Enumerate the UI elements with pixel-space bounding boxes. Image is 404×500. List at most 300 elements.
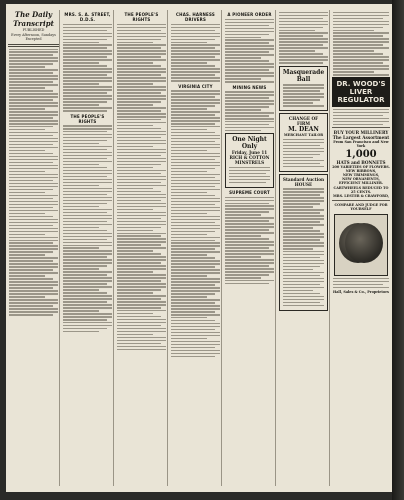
text-line xyxy=(9,225,53,226)
text-line xyxy=(171,96,215,97)
text-line xyxy=(171,329,215,330)
text-line xyxy=(229,182,266,183)
text-line xyxy=(225,48,274,49)
text-line xyxy=(171,296,207,297)
text-line xyxy=(9,302,58,303)
text-line xyxy=(117,191,161,192)
text-line xyxy=(63,298,112,299)
text-line xyxy=(171,65,215,66)
text-line xyxy=(9,284,58,285)
text-line xyxy=(333,68,389,69)
text-line xyxy=(225,72,274,73)
text-line xyxy=(117,206,166,207)
text-line xyxy=(283,305,324,306)
text-line xyxy=(225,45,274,46)
text-line xyxy=(117,71,166,72)
text-line xyxy=(117,137,161,138)
text-line xyxy=(63,173,112,174)
text-line xyxy=(63,65,107,66)
text-line xyxy=(9,168,58,169)
text-line xyxy=(117,241,166,242)
text-line xyxy=(279,44,323,45)
text-line xyxy=(171,132,215,133)
text-line xyxy=(171,251,220,252)
text-line xyxy=(9,272,58,273)
text-line xyxy=(117,167,153,168)
text-line xyxy=(283,287,324,288)
text-line xyxy=(117,334,153,335)
text-line xyxy=(63,230,107,231)
text-line xyxy=(225,280,274,281)
text-line xyxy=(283,203,320,204)
text-line xyxy=(117,250,153,251)
text-line xyxy=(171,234,207,235)
text-line xyxy=(225,78,261,79)
text-line xyxy=(171,266,215,267)
text-line xyxy=(9,251,53,252)
text-line xyxy=(117,179,166,180)
text-line xyxy=(283,218,324,219)
text-line xyxy=(9,150,45,151)
text-line xyxy=(63,271,112,272)
new-ribbons: NEW RIBBONS, xyxy=(345,168,377,173)
text-line xyxy=(9,51,58,52)
text-line xyxy=(279,12,328,13)
text-line xyxy=(279,59,328,60)
newspaper-page xyxy=(6,4,392,492)
column-4-text-b xyxy=(170,90,221,357)
text-line xyxy=(225,223,274,224)
text-line xyxy=(171,240,215,241)
column-7-rule-2 xyxy=(332,200,390,201)
text-line xyxy=(171,74,215,75)
text-line xyxy=(225,19,274,20)
text-line xyxy=(63,107,112,108)
text-line xyxy=(225,274,269,275)
text-line xyxy=(63,185,99,186)
text-line xyxy=(225,200,274,201)
text-line xyxy=(9,311,58,312)
column-7-text-top xyxy=(332,12,390,76)
text-line xyxy=(225,217,274,218)
text-line xyxy=(63,176,107,177)
text-line xyxy=(117,283,166,284)
text-line xyxy=(117,86,166,87)
text-line xyxy=(63,44,112,45)
text-line xyxy=(117,30,161,31)
text-line xyxy=(171,356,215,357)
text-line xyxy=(279,56,328,57)
text-line xyxy=(63,215,112,216)
text-line xyxy=(9,180,53,181)
text-line xyxy=(9,254,45,255)
text-line xyxy=(171,216,220,217)
text-line xyxy=(171,33,220,34)
text-line xyxy=(171,299,220,300)
text-line xyxy=(225,66,274,67)
text-line xyxy=(117,158,166,159)
text-line xyxy=(225,226,274,227)
text-line xyxy=(333,56,389,57)
text-line xyxy=(9,242,53,243)
text-line xyxy=(171,186,215,187)
text-line xyxy=(333,65,389,66)
text-line xyxy=(225,28,274,29)
text-line xyxy=(117,33,166,34)
text-line xyxy=(9,147,58,148)
cartwheels: CARTWHEELS REDUCED TO 25 CENTS. xyxy=(333,185,389,194)
text-line xyxy=(283,281,324,282)
column-1-text xyxy=(8,49,59,316)
text-line xyxy=(283,154,320,155)
text-line xyxy=(117,149,166,150)
text-line xyxy=(283,215,324,216)
text-line xyxy=(333,53,383,54)
text-line xyxy=(63,268,99,269)
compare-title: COMPARE AND JUDGE FOR YOURSELF xyxy=(334,203,388,212)
minstrel-ad-text xyxy=(228,167,271,183)
column-5-text-b xyxy=(224,91,275,131)
text-line xyxy=(63,56,107,57)
text-line xyxy=(117,274,166,275)
text-line xyxy=(171,120,220,121)
text-line xyxy=(225,91,274,92)
column-4-heading-2: VIRGINIA CITY xyxy=(178,83,213,89)
text-line xyxy=(117,125,153,126)
text-line xyxy=(171,80,220,81)
text-line xyxy=(283,191,324,192)
text-line xyxy=(117,203,166,204)
text-line xyxy=(283,275,320,276)
change-of-firm-ad xyxy=(279,113,328,172)
text-line xyxy=(225,112,274,113)
column-5-heading-2: MINING NEWS xyxy=(232,84,267,90)
text-line xyxy=(63,221,107,222)
text-line xyxy=(63,212,107,213)
text-line xyxy=(63,179,112,180)
text-line xyxy=(63,194,107,195)
text-line xyxy=(171,308,220,309)
text-line xyxy=(279,62,323,63)
column-4 xyxy=(170,10,222,486)
text-line xyxy=(279,38,328,39)
text-line xyxy=(9,141,58,142)
text-line xyxy=(117,104,153,105)
text-line xyxy=(333,15,389,16)
text-line xyxy=(117,134,166,135)
text-line xyxy=(171,117,220,118)
text-line xyxy=(225,94,274,95)
column-7-text-bottom xyxy=(332,278,390,288)
text-line xyxy=(9,234,45,235)
text-line xyxy=(117,194,166,195)
column-2-heading-1: MRS. S. A. STREET, D.D.S. xyxy=(64,12,111,22)
text-line xyxy=(9,216,53,217)
text-line xyxy=(63,239,107,240)
text-line xyxy=(117,107,166,108)
text-line xyxy=(9,314,53,315)
text-line xyxy=(63,200,112,201)
text-line xyxy=(171,254,207,255)
text-line xyxy=(225,211,269,212)
text-line xyxy=(63,242,112,243)
column-3 xyxy=(116,10,168,486)
text-line xyxy=(333,284,383,285)
text-line xyxy=(225,51,269,52)
text-line xyxy=(117,238,166,239)
text-line xyxy=(117,292,153,293)
text-line xyxy=(63,280,112,281)
text-line xyxy=(225,232,274,233)
text-line xyxy=(225,244,274,245)
text-line xyxy=(225,75,274,76)
text-line xyxy=(9,60,58,61)
auction-house-ad xyxy=(279,174,328,311)
text-line xyxy=(63,39,107,40)
text-line xyxy=(283,188,324,189)
text-line xyxy=(117,53,166,54)
text-line xyxy=(117,39,161,40)
text-line xyxy=(63,33,112,34)
text-line xyxy=(283,139,324,140)
text-line xyxy=(9,257,58,258)
text-line xyxy=(117,47,161,48)
text-line xyxy=(117,119,161,120)
text-line xyxy=(9,171,45,172)
text-line xyxy=(283,160,324,161)
text-line xyxy=(171,30,215,31)
text-line xyxy=(225,31,274,32)
text-line xyxy=(171,24,220,25)
text-line xyxy=(171,228,220,229)
text-line xyxy=(171,272,220,273)
text-line xyxy=(117,298,161,299)
text-line xyxy=(9,237,58,238)
text-line xyxy=(225,205,274,206)
text-line xyxy=(63,206,99,207)
text-line xyxy=(9,305,53,306)
text-line xyxy=(9,281,58,282)
text-line xyxy=(117,340,166,341)
text-line xyxy=(171,201,220,202)
text-line xyxy=(9,287,53,288)
text-line xyxy=(9,102,58,103)
text-line xyxy=(117,59,166,60)
text-line xyxy=(225,247,269,248)
text-line xyxy=(9,195,58,196)
text-line xyxy=(283,272,324,273)
text-line xyxy=(171,126,220,127)
text-line xyxy=(117,301,166,302)
text-line xyxy=(171,59,220,60)
hats-bonnets: HATS and BONNETS xyxy=(336,159,386,165)
text-line xyxy=(117,259,166,260)
text-line xyxy=(63,101,107,102)
text-line xyxy=(117,271,153,272)
text-line xyxy=(171,111,220,112)
text-line xyxy=(117,262,161,263)
text-line xyxy=(63,316,112,317)
text-line xyxy=(283,263,324,264)
text-line xyxy=(9,108,45,109)
text-line xyxy=(63,236,112,237)
text-line xyxy=(171,222,215,223)
text-line xyxy=(171,123,215,124)
text-line xyxy=(333,74,389,75)
text-line xyxy=(117,98,166,99)
text-line xyxy=(171,174,220,175)
text-line xyxy=(117,253,161,254)
text-line xyxy=(283,142,324,143)
text-line xyxy=(9,275,45,276)
masthead-sub-2: Every Afternoon, Sundays Excepted xyxy=(11,32,56,41)
text-line xyxy=(9,72,53,73)
text-line xyxy=(171,90,220,91)
hats-count: 1,000 xyxy=(345,148,377,160)
text-line xyxy=(9,198,53,199)
text-line xyxy=(171,68,220,69)
text-line xyxy=(117,289,161,290)
text-line xyxy=(9,138,58,139)
text-line xyxy=(283,236,324,237)
text-line xyxy=(225,130,261,131)
text-line xyxy=(117,343,161,344)
text-line xyxy=(279,41,328,42)
auction-house-title: Standard Auction HOUSE xyxy=(282,176,325,187)
text-line xyxy=(171,320,215,321)
column-7-text-mid xyxy=(332,109,390,125)
text-line xyxy=(117,244,161,245)
dean-name: M. DEAN xyxy=(288,126,319,134)
text-line xyxy=(9,156,58,157)
text-line xyxy=(117,170,166,171)
text-line xyxy=(9,219,58,220)
text-line xyxy=(9,69,58,70)
text-line xyxy=(333,278,389,279)
text-line xyxy=(171,245,220,246)
text-line xyxy=(9,222,58,223)
text-line xyxy=(117,295,166,296)
text-line xyxy=(63,161,112,162)
text-line xyxy=(63,89,112,90)
change-of-firm-title: CHANGE OF FIRM xyxy=(288,116,319,127)
masquerade-ad xyxy=(279,66,328,111)
product-illustration xyxy=(334,214,388,276)
text-line xyxy=(333,44,383,45)
text-line xyxy=(117,113,166,114)
text-line xyxy=(9,75,58,76)
text-line xyxy=(117,304,166,305)
text-line xyxy=(117,209,153,210)
text-line xyxy=(171,36,220,37)
text-line xyxy=(171,204,215,205)
text-line xyxy=(63,310,99,311)
text-line xyxy=(9,183,58,184)
text-line xyxy=(171,278,220,279)
auction-house-text xyxy=(282,188,325,306)
text-line xyxy=(171,189,220,190)
text-line xyxy=(63,292,107,293)
column-4-heading-1: CHAS. HARNESS DRIVERS xyxy=(176,12,215,22)
text-line xyxy=(117,176,166,177)
text-line xyxy=(63,283,107,284)
text-line xyxy=(171,71,220,72)
text-line xyxy=(225,124,269,125)
text-line xyxy=(63,110,107,111)
text-line xyxy=(171,153,220,154)
column-7 xyxy=(332,10,390,486)
text-line xyxy=(9,186,58,187)
text-line xyxy=(333,112,389,113)
text-line xyxy=(117,92,161,93)
page-edge-shadow xyxy=(392,0,404,500)
text-line xyxy=(63,274,107,275)
text-line xyxy=(117,143,166,144)
masthead-rule xyxy=(8,44,59,47)
text-line xyxy=(9,84,58,85)
text-line xyxy=(63,328,107,329)
text-line xyxy=(9,165,58,166)
text-line xyxy=(9,132,58,133)
minstrel-ad-troupe: RICH & COTTON xyxy=(229,155,270,161)
minstrel-ad-date: Friday, June 11 xyxy=(231,150,268,156)
text-line xyxy=(9,90,53,91)
text-line xyxy=(279,53,323,54)
text-line xyxy=(225,235,261,236)
text-line xyxy=(171,53,220,54)
text-line xyxy=(63,134,112,135)
text-line xyxy=(63,301,107,302)
text-line xyxy=(63,259,112,260)
text-line xyxy=(9,117,53,118)
text-line xyxy=(117,36,166,37)
text-line xyxy=(63,30,107,31)
text-line xyxy=(171,147,220,148)
text-line xyxy=(63,203,107,204)
text-line xyxy=(225,253,274,254)
text-line xyxy=(117,197,166,198)
column-2-text-b xyxy=(62,125,113,332)
text-line xyxy=(63,209,112,210)
text-line xyxy=(279,35,323,36)
text-line xyxy=(63,53,112,54)
text-line xyxy=(117,230,153,231)
text-line xyxy=(63,74,107,75)
text-line xyxy=(117,101,161,102)
text-line xyxy=(63,59,112,60)
text-line xyxy=(9,78,58,79)
text-line xyxy=(225,60,269,61)
text-line xyxy=(333,47,389,48)
text-line xyxy=(63,170,112,171)
text-line xyxy=(225,214,261,215)
text-line xyxy=(333,281,389,282)
text-line xyxy=(9,228,58,229)
text-line xyxy=(9,189,53,190)
text-line xyxy=(333,18,383,19)
text-line xyxy=(283,209,324,210)
text-line xyxy=(117,110,161,111)
text-line xyxy=(63,92,107,93)
text-line xyxy=(283,151,324,152)
text-line xyxy=(9,135,53,136)
text-line xyxy=(225,259,274,260)
text-line xyxy=(171,242,220,243)
text-line xyxy=(9,260,53,261)
text-line xyxy=(63,182,112,183)
text-line xyxy=(283,248,313,249)
text-line xyxy=(63,155,112,156)
